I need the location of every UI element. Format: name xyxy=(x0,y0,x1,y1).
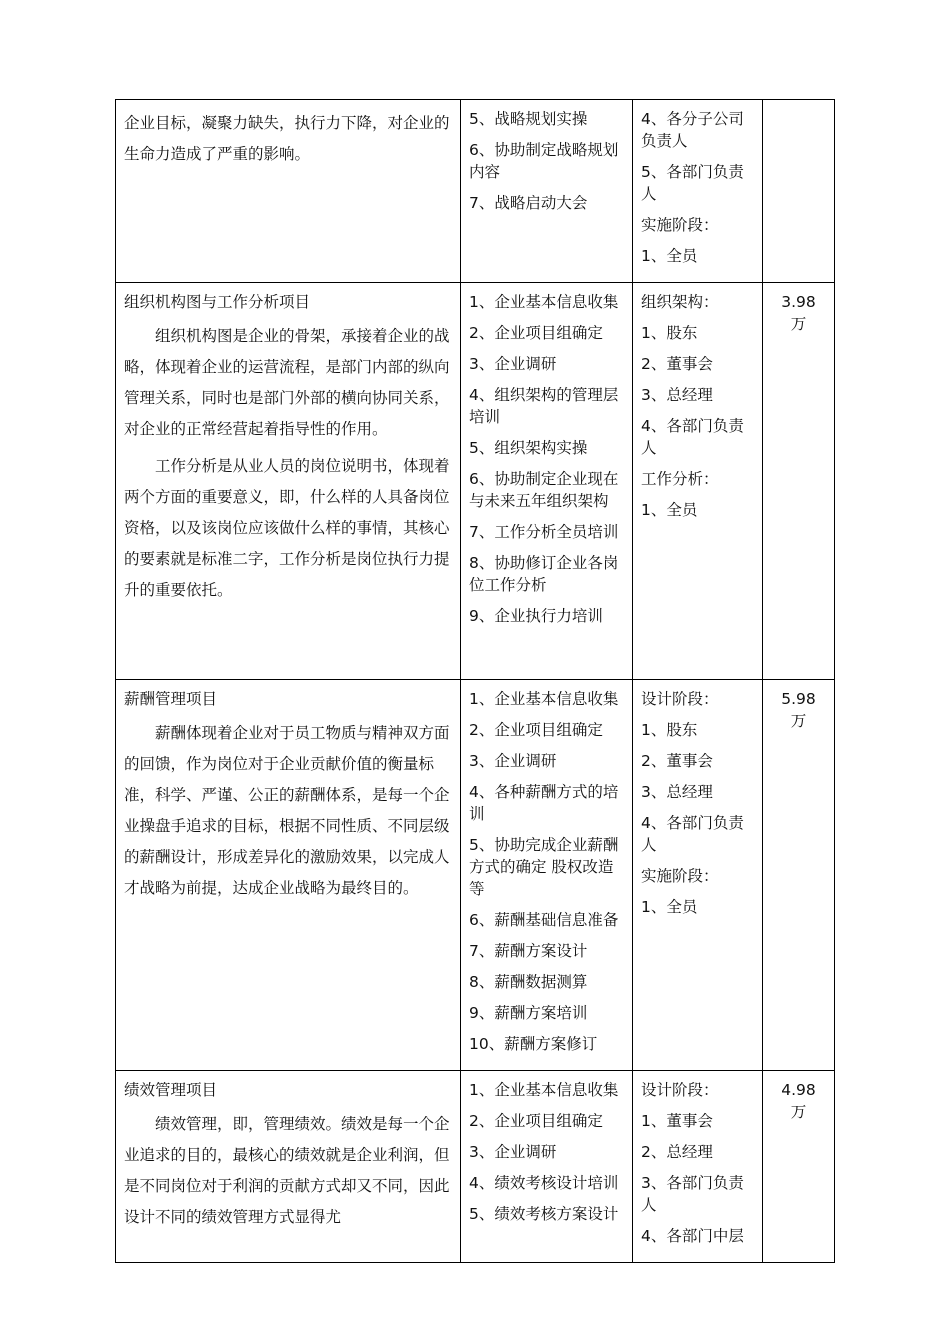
participant-item: 实施阶段： xyxy=(641,216,719,234)
project-table xyxy=(115,99,835,1263)
price-value: 3.98 万 xyxy=(781,293,816,333)
steps-cell xyxy=(461,1071,633,1263)
participant-item: 1、股东 xyxy=(641,721,698,739)
table-row xyxy=(116,100,835,283)
participant-item: 4、各部门负责人 xyxy=(641,417,744,457)
price-cell xyxy=(763,680,835,1071)
steps-cell xyxy=(461,680,633,1071)
step-item: 8、协助修订企业各岗位工作分析 xyxy=(469,554,619,594)
project-description-cell xyxy=(116,1071,461,1263)
project-title: 薪酬管理项目 xyxy=(124,690,218,708)
price-value: 5.98 万 xyxy=(781,690,816,730)
step-item: 6、协助制定企业现在与未来五年组织架构 xyxy=(469,470,619,510)
step-item: 7、战略启动大会 xyxy=(469,194,588,212)
participant-item: 设计阶段： xyxy=(641,690,719,708)
step-item: 1、企业基本信息收集 xyxy=(469,1081,619,1099)
step-item: 1、企业基本信息收集 xyxy=(469,690,619,708)
project-title: 组织机构图与工作分析项目 xyxy=(124,293,311,311)
table-body xyxy=(116,100,835,1263)
steps-cell xyxy=(461,283,633,680)
project-description-cell xyxy=(116,680,461,1071)
participant-item: 1、全员 xyxy=(641,247,698,265)
project-description-cell xyxy=(116,100,461,283)
step-item: 9、薪酬方案培训 xyxy=(469,1004,588,1022)
step-item: 4、绩效考核设计培训 xyxy=(469,1174,619,1192)
participant-item: 3、各部门负责人 xyxy=(641,1174,744,1214)
step-item: 2、企业项目组确定 xyxy=(469,721,603,739)
step-item: 5、绩效考核方案设计 xyxy=(469,1205,619,1223)
step-item: 8、薪酬数据测算 xyxy=(469,973,588,991)
step-item: 3、企业调研 xyxy=(469,1143,557,1161)
table-row xyxy=(116,1071,835,1263)
step-item: 5、组织架构实操 xyxy=(469,439,588,457)
participant-item: 4、各部门中层 xyxy=(641,1227,744,1245)
table-row xyxy=(116,680,835,1071)
step-item: 7、薪酬方案设计 xyxy=(469,942,588,960)
project-description: 工作分析是从业人员的岗位说明书，体现着两个方面的重要意义，即，什么样的人具备岗位资格，以及该岗位应该做什么样的事情，其核心的要素就是标准二字，工作分析是岗位执行力提升的重要依托。 xyxy=(124,457,450,599)
step-item: 10、薪酬方案修订 xyxy=(469,1035,598,1053)
project-title: 绩效管理项目 xyxy=(124,1081,218,1099)
project-description: 薪酬体现着企业对于员工物质与精神双方面的回馈，作为岗位对于企业贡献价值的衡量标准，科学、严谨、公正的薪酬体系，是每一个企业操盘手追求的目标，根据不同性质、不同层级的薪酬设计，形成差异化的激励效果，以完成人才战略为前提，达成企业战略为最终目的。 xyxy=(124,724,450,897)
step-item: 5、战略规划实操 xyxy=(469,110,588,128)
participant-item: 4、各分子公司负责人 xyxy=(641,110,744,150)
step-item: 6、协助制定战略规划内容 xyxy=(469,141,619,181)
project-description: 组织机构图是企业的骨架，承接着企业的战略，体现着企业的运营流程，是部门内部的纵向管理关系，同时也是部门外部的横向协同关系，对企业的正常经营起着指导性的作用。 xyxy=(124,327,450,438)
participant-item: 1、全员 xyxy=(641,898,698,916)
participant-item: 1、全员 xyxy=(641,501,698,519)
price-cell xyxy=(763,283,835,680)
participant-item: 工作分析： xyxy=(641,470,719,488)
participants-cell xyxy=(633,283,763,680)
project-description: 绩效管理，即，管理绩效。绩效是每一个企业追求的目的，最核心的绩效就是企业利润，但是不同岗位对于利润的贡献方式却又不同，因此设计不同的绩效管理方式显得尤 xyxy=(124,1115,450,1226)
participant-item: 3、总经理 xyxy=(641,783,713,801)
participant-item: 3、总经理 xyxy=(641,386,713,404)
participants-cell xyxy=(633,1071,763,1263)
participant-item: 4、各部门负责人 xyxy=(641,814,744,854)
participants-cell xyxy=(633,100,763,283)
price-value: 4.98 万 xyxy=(781,1081,816,1121)
step-item: 9、企业执行力培训 xyxy=(469,607,603,625)
project-description: 企业目标，凝聚力缺失，执行力下降，对企业的生命力造成了严重的影响。 xyxy=(124,114,450,163)
participants-cell xyxy=(633,680,763,1071)
step-item: 2、企业项目组确定 xyxy=(469,324,603,342)
participant-item: 实施阶段： xyxy=(641,867,719,885)
steps-cell xyxy=(461,100,633,283)
step-item: 5、协助完成企业薪酬方式的确定 股权改造等 xyxy=(469,836,619,898)
step-item: 2、企业项目组确定 xyxy=(469,1112,603,1130)
project-description-cell xyxy=(116,283,461,680)
price-cell xyxy=(763,100,835,283)
step-item: 3、企业调研 xyxy=(469,752,557,770)
participant-item: 组织架构： xyxy=(641,293,719,311)
participant-item: 2、董事会 xyxy=(641,752,713,770)
participant-item: 设计阶段： xyxy=(641,1081,719,1099)
step-item: 7、工作分析全员培训 xyxy=(469,523,619,541)
step-item: 6、薪酬基础信息准备 xyxy=(469,911,619,929)
participant-item: 2、董事会 xyxy=(641,355,713,373)
step-item: 3、企业调研 xyxy=(469,355,557,373)
step-item: 4、各种薪酬方式的培训 xyxy=(469,783,619,823)
participant-item: 2、总经理 xyxy=(641,1143,713,1161)
participant-item: 5、各部门负责人 xyxy=(641,163,744,203)
table-row xyxy=(116,283,835,680)
participant-item: 1、股东 xyxy=(641,324,698,342)
price-cell xyxy=(763,1071,835,1263)
participant-item: 1、董事会 xyxy=(641,1112,713,1130)
step-item: 4、组织架构的管理层培训 xyxy=(469,386,619,426)
step-item: 1、企业基本信息收集 xyxy=(469,293,619,311)
